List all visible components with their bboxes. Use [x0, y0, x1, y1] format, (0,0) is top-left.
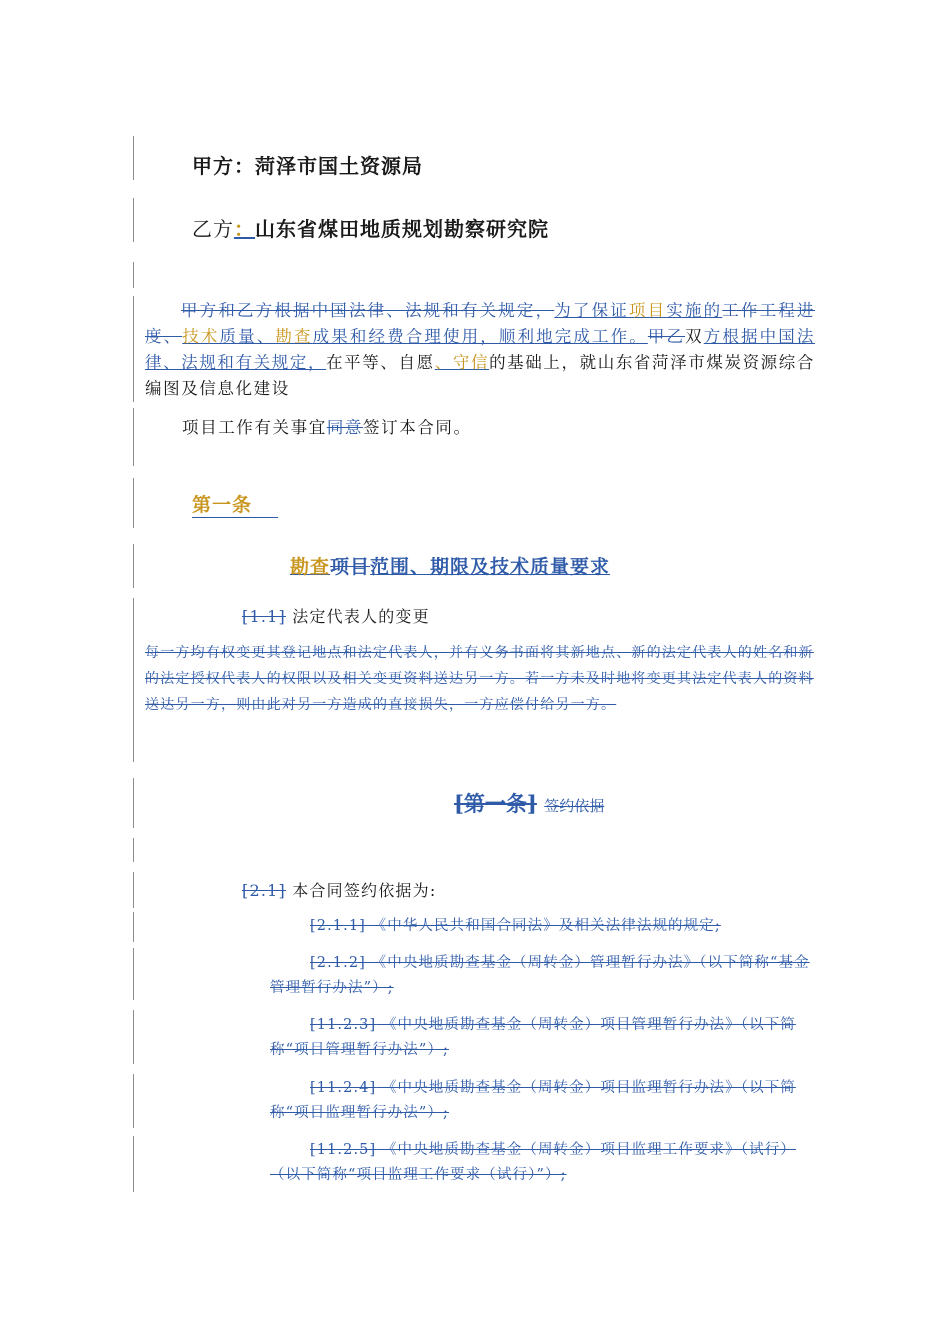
revision-bar — [133, 778, 134, 828]
plain-text: 项目工作有关事宜 — [182, 418, 327, 437]
revision-bar — [133, 262, 134, 288]
revision-bar — [133, 296, 134, 402]
reference-number: [2.1.2] — [310, 955, 366, 971]
plain-text: 的基础上，就山东省菏泽市煤炭资源综合编图及信息化建设 — [145, 353, 815, 398]
revision-bar — [133, 478, 134, 528]
article-1-title — [290, 552, 610, 579]
clause-title: 本合同签约依据为: — [292, 881, 437, 900]
revision-bar — [133, 872, 134, 908]
party-b-colon: ： — [234, 217, 255, 241]
party-a-name: 菏泽市国土资源局 — [255, 154, 423, 178]
inserted-text: 为了保证 — [554, 301, 629, 320]
revision-bar — [133, 544, 134, 588]
deleted-text: 甲方和乙方根据中国法律、法规和有关规定， — [181, 301, 555, 320]
revision-bar — [133, 1074, 134, 1128]
inserted-text: 成果和经费合理使用，顺利地完成工作。 — [312, 327, 648, 346]
party-a-label: 甲方： — [192, 154, 255, 178]
party-b-name: 山东省煤田地质规划勘察研究院 — [255, 217, 549, 241]
reference-item — [270, 951, 815, 1001]
clause-number: [2.1] — [242, 881, 286, 900]
revision-bar — [133, 912, 134, 942]
highlight-text: 勘查 — [290, 556, 331, 578]
revision-bar — [133, 1010, 134, 1064]
revision-bar — [133, 948, 134, 1000]
reference-number: [11.2.5] — [310, 1142, 377, 1158]
revision-bar — [133, 408, 134, 466]
revision-bar — [133, 198, 134, 242]
reference-text: 《中央地质勘查基金（周转金）管理暂行办法》（以下简称“基金管理暂行办法”）; — [270, 955, 810, 996]
plain-text: 在平等、自愿 — [326, 353, 435, 372]
article-2-label: [第一条] — [454, 791, 537, 816]
revision-bar — [133, 598, 134, 762]
revision-bar — [133, 1136, 134, 1192]
reference-text: 《中央地质勘查基金（周转金）项目监理工作要求》（试行）（以下简称“项目监理工作要求（试行）”）; — [270, 1142, 796, 1183]
highlight-text: 、守信 — [434, 353, 490, 372]
reference-text: 《中华人民共和国合同法》及相关法律法规的规定; — [371, 918, 721, 934]
reference-number: [11.2.3] — [310, 1017, 377, 1033]
clause-title: 法定代表人的变更 — [292, 607, 430, 626]
reference-number: [11.2.4] — [310, 1080, 377, 1096]
deleted-text: 工作工程进度、 — [145, 301, 816, 346]
clause-1-1-heading — [242, 604, 430, 627]
article-1-label: 第一条 — [192, 490, 278, 518]
clause-2-1-heading — [242, 878, 436, 901]
inserted-text: 方根据中国法律、法规和有关规定， — [145, 327, 815, 372]
inserted-text: 质量、 — [219, 327, 276, 346]
deleted-text: 同意 — [326, 418, 364, 437]
inserted-text: 实施的 — [666, 301, 723, 320]
article-2-title: 签约依据 — [544, 797, 605, 815]
preamble-line2 — [182, 414, 472, 438]
reference-item — [270, 1076, 815, 1126]
revision-bar — [133, 838, 134, 862]
party-b-label: 乙方 — [192, 217, 234, 241]
party-b — [192, 213, 549, 242]
inserted-text: 范围、期限及技术质量要求 — [370, 556, 611, 578]
preamble-paragraph — [145, 298, 815, 402]
reference-number: [2.1.1] — [310, 918, 366, 934]
party-a — [192, 150, 423, 179]
reference-item — [270, 1013, 815, 1063]
revision-bar — [133, 136, 134, 180]
clause-number: [1.1] — [242, 607, 286, 626]
highlight-text: 项目 — [628, 301, 667, 320]
highlight-text: 勘查 — [275, 327, 313, 346]
reference-text: 《中央地质勘查基金（周转金）项目监理暂行办法》（以下简称“项目监理暂行办法”）; — [270, 1080, 796, 1121]
reference-text: 《中央地质勘查基金（周转金）项目管理暂行办法》（以下简称“项目管理暂行办法”）; — [270, 1017, 796, 1058]
deleted-text: 项目 — [330, 556, 371, 578]
plain-text: 签订本合同。 — [363, 418, 472, 437]
deleted-text: 甲乙 — [647, 327, 686, 346]
article-2-heading — [454, 788, 604, 818]
highlight-text: 技术 — [182, 327, 220, 346]
reference-item — [270, 1138, 815, 1188]
plain-text: 双 — [685, 327, 704, 346]
reference-item — [270, 914, 815, 939]
clause-1-1-body: 每一方均有权变更其登记地点和法定代表人，并有义务书面将其新地点、新的法定代表人的姓名和新的法定授权代表人的权限以及相关变更资料送达另一方。若一方未及时地将变更其法定代表人的资料送达另一方，则由此对另一方造成的直接损失，一方应偿付给另一方。 — [145, 645, 814, 713]
